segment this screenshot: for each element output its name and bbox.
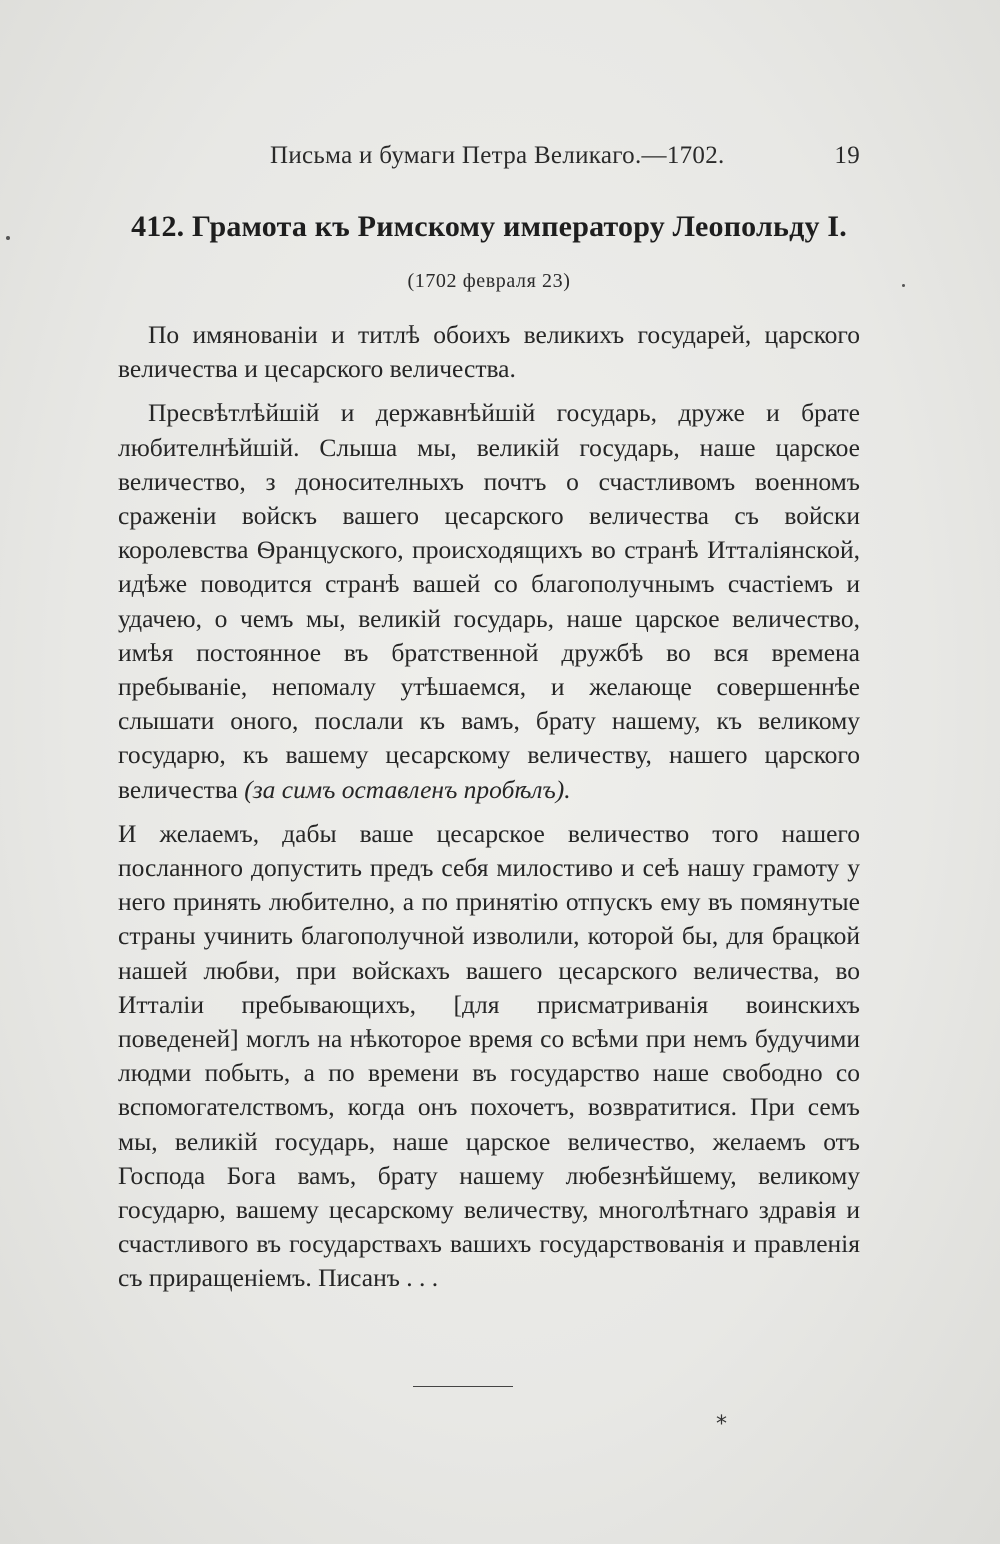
document-title: 412. Грамота къ Римскому императору Леопольду I.	[131, 210, 847, 243]
footer-asterisk: *	[716, 1412, 727, 1437]
paragraph-main-text: Пресвѣтлѣйшiй и державнѣйшiй государь, друже и брате любителнѣйшiй. Слыша мы, великiй государь, наше царское величество, з доносителныхъ почтъ о счастливомъ военномъ сраженiи войскъ вашего цесарского величества съ войски королевства Ѳранцуского, происходящихъ во странѣ Итталiянской, идѣже поводится странѣ вашей со благополучнымъ счастiемъ и удачею, о чемъ мы, великiй государь, наше царское величество, имѣя постоянное въ братственной дружбѣ во вся времена пребыванiе, непомалу утѣшаемся, и желающе совершеннѣе слышати оного, послали къ вамъ, брату нашему, къ великому государю, къ вашему цесарскому величеству, нашего царского величества	[118, 398, 860, 804]
scan-speck	[6, 236, 10, 240]
paragraph-salutation: По имянованiи и титлѣ обоихъ великихъ государей, царского величества и цесарского величества.	[118, 320, 860, 384]
document-body	[118, 318, 860, 1306]
page-number: 19	[834, 142, 860, 169]
closing-rule	[413, 1386, 513, 1387]
running-title: Письма и бумаги Петра Великаго.—1702.	[270, 142, 725, 169]
paragraph-main	[118, 396, 860, 806]
paragraph-closing: И желаемъ, дабы ваше цесарское величество того нашего посланного допустить предъ себя милостиво и сеѣ нашу грамоту у него принять любително, а по принятiю отпускъ ему въ помянутые страны учинить благополучной изволили, которой бы, для брацкой нашей любви, при войскахъ вашего цесарского величества, во Итталiи пребывающихъ, [для присматриванiя воинскихъ поведеней] моглъ на нѣкоторое время со всѣми при немъ будучими людми побыть, а по времени въ государство наше свободно со вспомогателствомъ, когда онъ похочетъ, возвратитися. При семъ мы, великiй государь, наше царское величество, желаемъ отъ Господа Бога вамъ, брату нашему любезнѣйшему, великому государю, вашему цесарскому величеству, многолѣтнаго здравiя и счастливого въ государствахъ вашихъ государствованiя и правленiя съ приращенiемъ. Писанъ . . .	[118, 818, 860, 1293]
scan-speck	[902, 284, 905, 287]
running-head	[118, 142, 860, 182]
document-date: (1702 февраля 23)	[407, 270, 571, 292]
editorial-gap-note: (за симъ оставленъ пробѣлъ).	[244, 774, 571, 804]
